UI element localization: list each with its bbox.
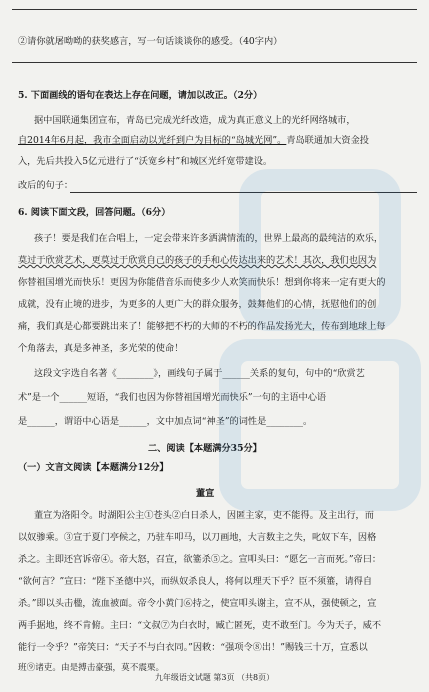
answer-line[interactable] — [12, 62, 417, 63]
question-6-prompt: 6. 阅读下面文段，回答问题。（6分） — [18, 207, 171, 218]
passage-line: 你替祖国增光而快乐！更因为你能借音乐而使多少人欢笑而快乐！想到你将来一定有更大的 — [18, 277, 386, 288]
question-4-item-2: ②请你就屠呦呦的获奖感言，写一句话谈谈你的感受。（40字内） — [18, 36, 283, 47]
answer-label: 改后的句子： — [18, 180, 74, 191]
question-5-paragraph-line: 自2014年6月起，我市全面启动以光纤到户为目标的“岛城光网”。青岛联通加大资金投 — [18, 135, 369, 146]
question-6-line: 是______，谓语中心语是______，文中加点词“神圣”的词性是________。 — [18, 416, 313, 427]
passage-line — [18, 255, 376, 267]
classical-text-line: 两手据地，终不肯俯。主曰：“文叔⑦为白衣时，臧亡匿死，吏不敢至门。今为天子，威不 — [18, 620, 382, 631]
passage-line: 痛，我们真是心都要跳出来了！能够把不朽的大师的不朽的作品发扬光大，传布到地球上每 — [18, 321, 386, 332]
underlined-sentence: 自2014年6月起，我市全面启动以光纤到户为目标的“岛城光网”。 — [18, 135, 287, 146]
page-footer: 九年级语文试题 第3页 （共8页） — [154, 673, 275, 682]
question-5-prompt: 5. 下面画线的语句在表达上存在问题，请加以改正。（2分） — [18, 90, 263, 101]
classical-text-line: 班⑨诸吏。由是搏击豪强，莫不震栗。 — [18, 663, 165, 673]
question-5-paragraph-line: 入，先后共投入5亿元进行了“沃宽乡村”和城区光纤宽带建设。 — [18, 156, 273, 167]
divider-line — [12, 9, 417, 10]
wavy-underlined-sentence: 莫过于欣赏艺术，更莫过于欣赏自己的孩子的手和心传达出来的艺术！其次，我们也因为 — [18, 255, 377, 266]
answer-line[interactable] — [70, 192, 417, 193]
question-5-paragraph-line: 据中国联通集团宣布，青岛已完成光纤改造，成为真正意义上的光纤网络城市， — [34, 115, 356, 126]
watermark-logo — [210, 160, 429, 520]
question-6-line: 这段文字选自名著《________》，画线句子属于______关系的复句，句中的“欣赏艺 — [34, 368, 365, 379]
classical-text-line: 能行一令乎？”帝笑曰：“天子不与白衣同。”因敕：“强项令⑧出！”赐钱三十万，宣悉以 — [18, 642, 368, 653]
question-6-line: 术”是一个______短语，“我们也因为你替祖国增光而快乐”一句的主语中心语 — [18, 392, 327, 403]
passage-title: 董宣 — [196, 488, 215, 499]
classical-text-line: “欲何言？”宣曰：“陛下圣德中兴，而纵奴杀良人，将何以理天下乎？臣不须箠，请得自 — [18, 576, 373, 587]
passage-line: 成就，没有止境的进步，为更多的人更广大的群众服务，鼓舞他们的心情，抚慰他们的创 — [18, 299, 377, 310]
passage-line: 个角落去，真是多神圣，多光荣的使命！ — [18, 343, 184, 354]
classical-text-line: 以奴骖乘。③宣于夏门亭候之，乃驻车叩马，以刀画地，大言数主之失，叱奴下车，因格 — [18, 532, 377, 543]
section-title: 二、阅读【本题满分35分】 — [148, 443, 262, 454]
classical-text-line: 董宣为洛阳令。时湖阳公主①苍头②白日杀人，因匿主家，吏不能得。及主出行，而 — [34, 510, 374, 521]
classical-text-line: 杀。”即以头击楹，流血被面。帝令小黄门⑥持之，使宣叩头谢主，宣不从，强使顿之，宣 — [18, 598, 377, 609]
passage-line: 孩子！要是我们在合唱上，一定会带来许多洒满情流的，世界上最高的最纯洁的欢乐， — [34, 233, 384, 244]
subsection-title: （一）文言文阅读【本题满分12分】 — [18, 462, 169, 473]
classical-text-line: 杀之。主即还宫诉帝④。帝大怒，召宣，欲箠杀⑤之。宣叩头曰：“愿乞一言而死。”帝曰： — [18, 554, 382, 565]
